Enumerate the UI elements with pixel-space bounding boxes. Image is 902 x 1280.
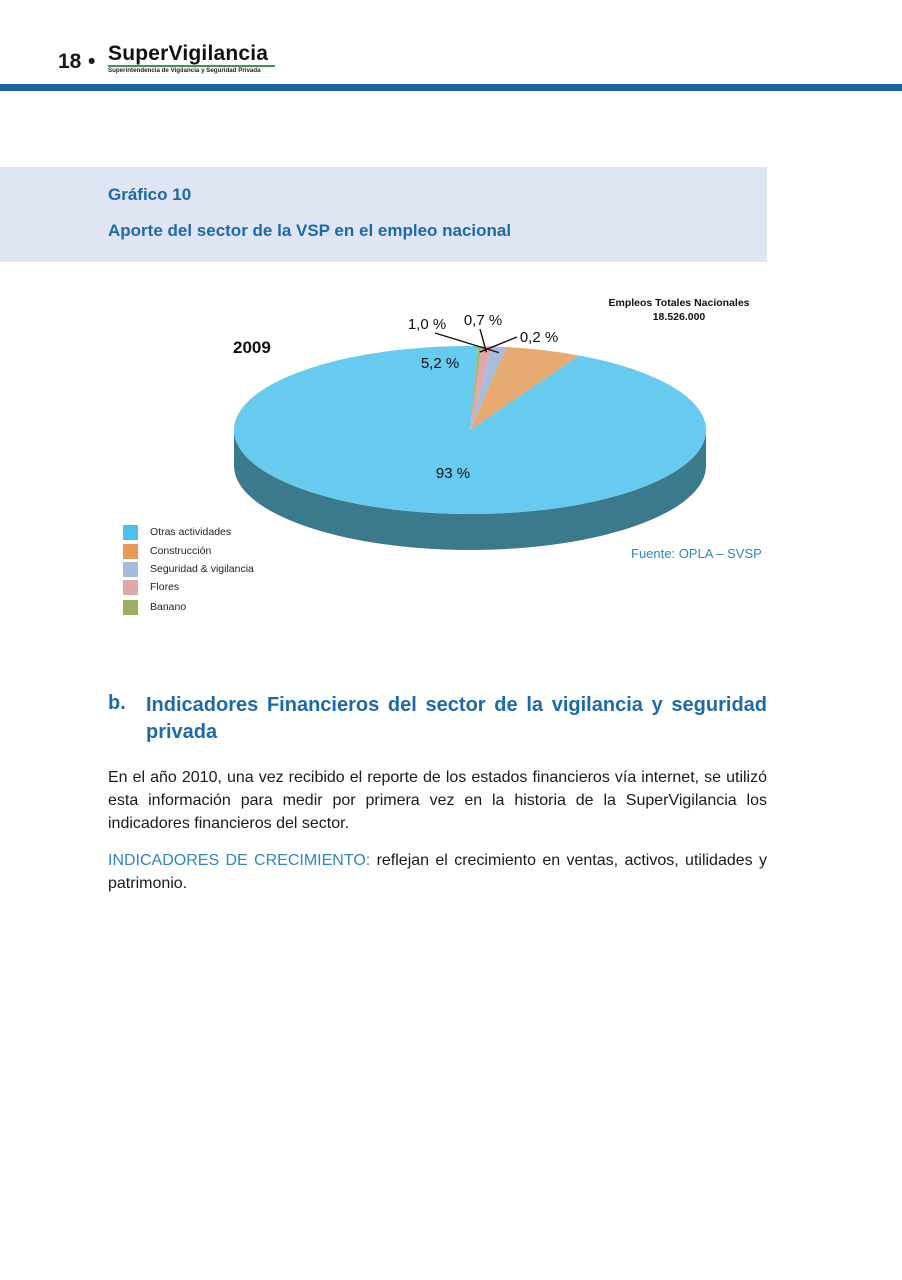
legend-label: Seguridad & vigilancia	[150, 563, 254, 575]
section-heading: Indicadores Financieros del sector de la vigilancia y seguridad privada	[146, 694, 767, 743]
legend-label: Flores	[150, 581, 180, 593]
brand-logo-name: SuperVigilancia	[108, 42, 269, 65]
pie-data-label: 1,0 %	[407, 316, 447, 333]
legend-label: Otras actividades	[150, 526, 232, 538]
brand-logo-tagline: Superintendencia de Vigilancia y Seguridad Privada	[108, 67, 261, 74]
body-paragraph: En el año 2010, una vez recibido el reporte de los estados financieros vía internet, se utilizó esta información para medir por primera vez en la historia de la SuperVigilancia los indicadores financieros del sector.	[108, 769, 767, 832]
growth-indicators-label: INDICADORES DE CRECIMIENTO:	[108, 852, 371, 869]
chart-source: Fuente: OPLA – SVSP	[631, 546, 762, 561]
header-divider-bar	[0, 84, 902, 91]
chart-year-label: 2009	[233, 338, 271, 357]
legend-label: Construcción	[150, 545, 212, 557]
growth-indicators-paragraph	[108, 849, 767, 895]
legend-swatch	[123, 580, 138, 595]
legend-swatch	[123, 600, 138, 615]
legend-swatch	[123, 562, 138, 577]
figure-number: Gráfico 10	[108, 185, 192, 204]
section-letter: b.	[108, 692, 126, 714]
figure-caption-box	[0, 167, 767, 262]
legend-swatch	[123, 544, 138, 559]
pie-data-label: 5,2 %	[420, 355, 460, 372]
page-number-bullet: •	[88, 50, 96, 73]
chart-note-value: 18.526.000	[652, 311, 706, 323]
page-number: 18	[58, 50, 82, 73]
chart-note-title: Empleos Totales Nacionales	[608, 297, 750, 309]
growth-indicators-text: reflejan el crecimiento en ventas, activos, utilidades y patrimonio.	[108, 852, 767, 892]
figure-title: Aporte del sector de la VSP en el empleo nacional	[108, 221, 512, 240]
pie-data-label: 93 %	[435, 465, 471, 482]
pie-data-label: 0,2 %	[519, 329, 559, 346]
legend-swatch	[123, 525, 138, 540]
legend-label: Banano	[150, 601, 187, 613]
pie-data-label: 0,7 %	[463, 312, 503, 329]
